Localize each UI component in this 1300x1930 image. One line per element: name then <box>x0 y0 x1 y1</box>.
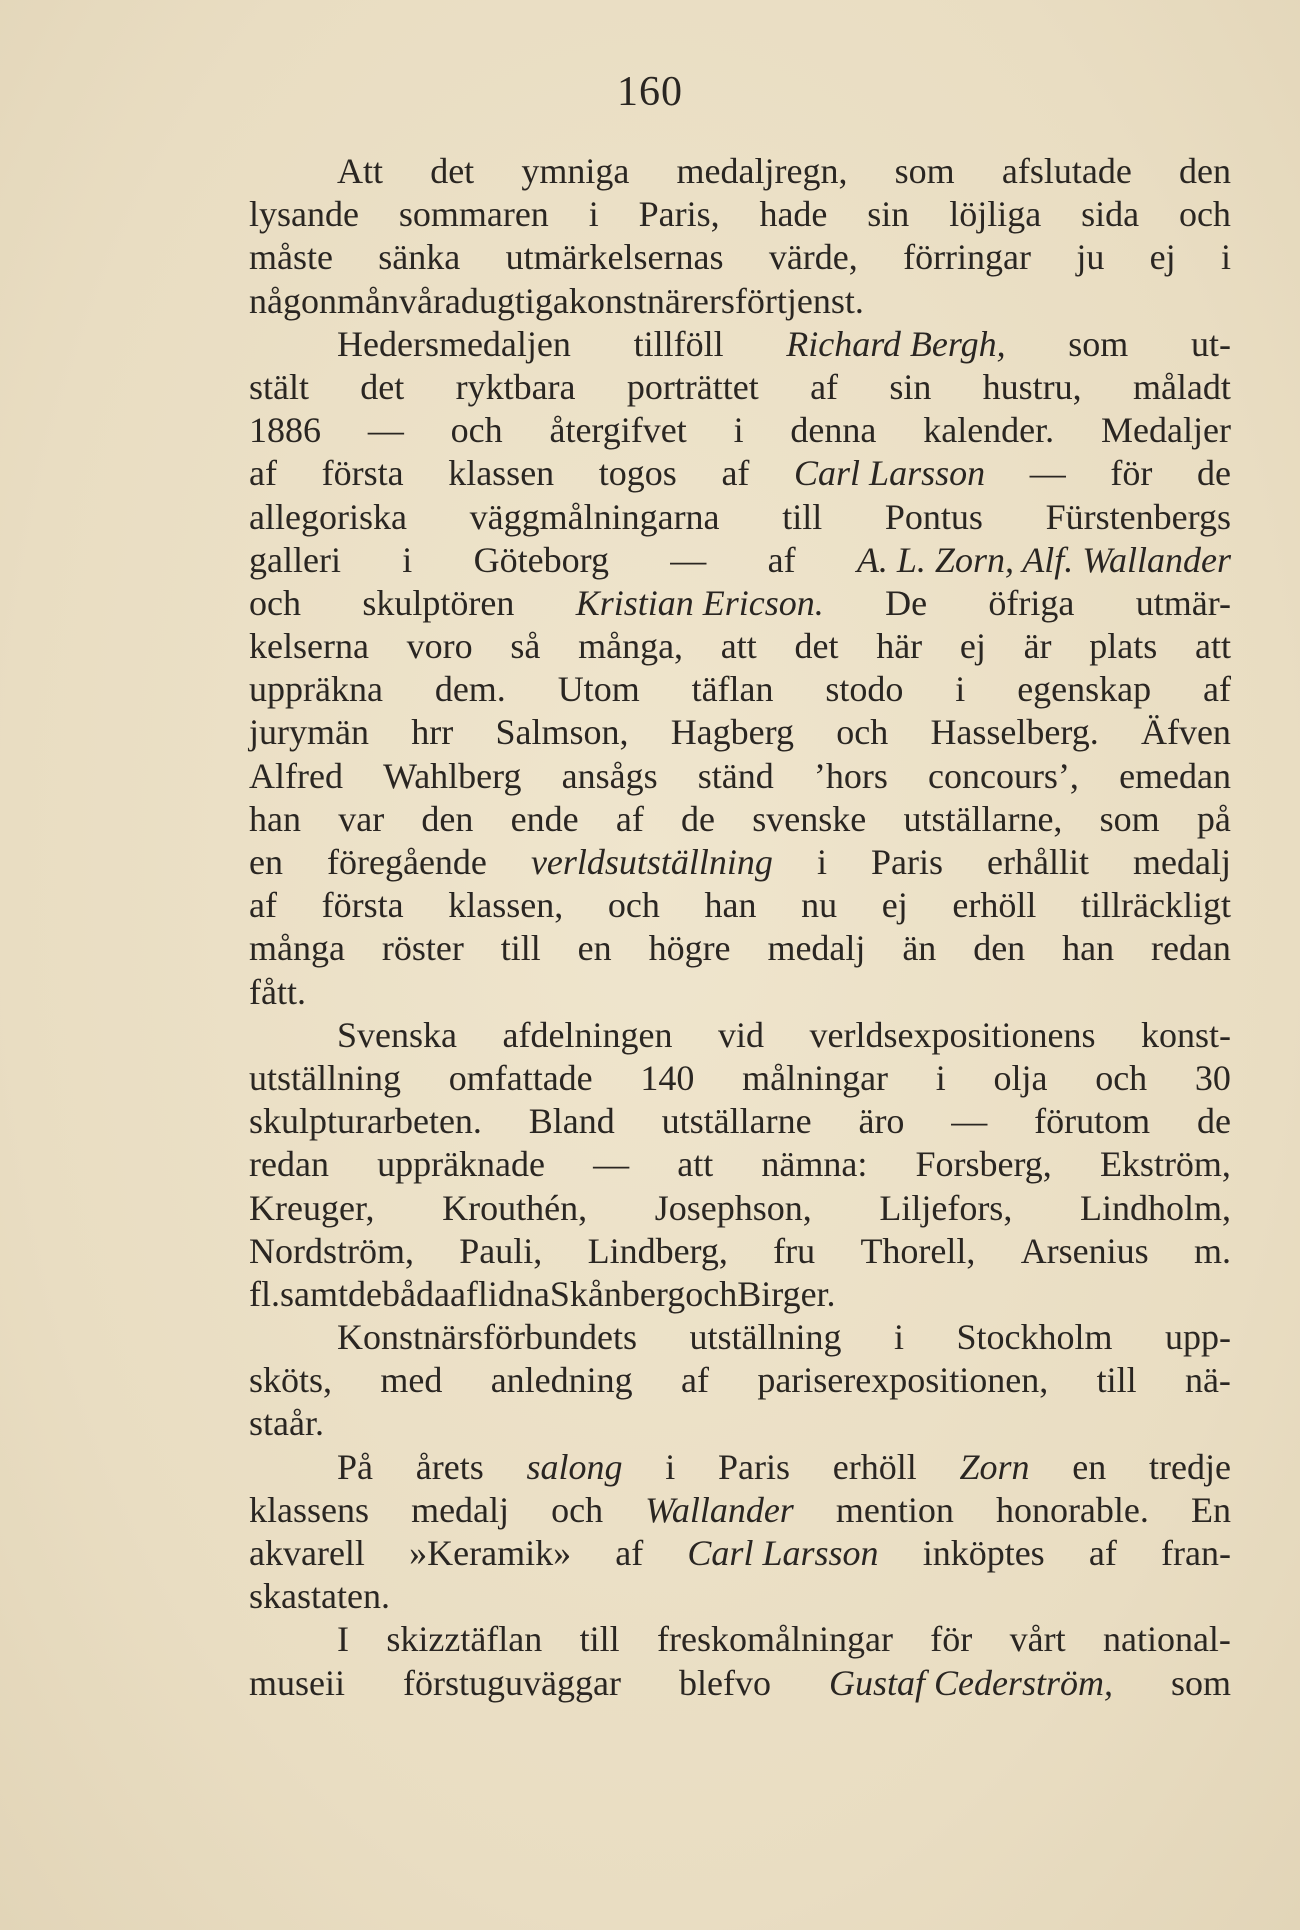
word: 30 <box>1194 1057 1231 1098</box>
word: Lindholm, <box>1079 1187 1231 1228</box>
word: Lindberg, <box>587 1230 728 1271</box>
word: Forsberg, <box>915 1144 1052 1185</box>
word: han <box>704 885 757 926</box>
word: Zorn <box>959 1446 1030 1487</box>
word: upp- <box>1164 1317 1231 1358</box>
word: den <box>421 798 474 839</box>
word: honorable. <box>995 1489 1149 1530</box>
word: är <box>1023 626 1052 667</box>
word: Paris <box>871 842 944 882</box>
word: kalender. <box>923 410 1055 451</box>
word: och <box>249 582 301 623</box>
word: ej <box>1149 237 1176 278</box>
word: galleri <box>249 539 341 580</box>
word: af <box>249 453 277 494</box>
word: och <box>551 1489 604 1530</box>
word: förstuguväggar <box>403 1662 621 1703</box>
word: fått. <box>249 971 306 1012</box>
word: ju <box>1076 237 1105 278</box>
word: Att <box>337 151 384 191</box>
word: ständ <box>697 755 774 796</box>
word: Carl Larsson <box>687 1533 879 1573</box>
word: fran- <box>1161 1533 1231 1573</box>
word: af <box>810 366 839 407</box>
text-line <box>249 582 1231 625</box>
word: Richard Bergh, <box>786 323 1006 364</box>
word: båda <box>381 1273 450 1314</box>
word: utmärkelsernas <box>505 237 724 278</box>
word: freskomålningar <box>657 1619 893 1660</box>
word: förtjenst. <box>734 280 864 321</box>
word: han <box>1062 928 1115 969</box>
word: A. L. Zorn, Alf. Wallander <box>856 539 1231 580</box>
word: mention <box>835 1489 954 1530</box>
word: förutom <box>1034 1101 1151 1142</box>
word: Paris <box>718 1446 790 1487</box>
word: som <box>1099 798 1160 839</box>
word: — <box>951 1101 988 1142</box>
word: Birger. <box>737 1273 836 1314</box>
word: den <box>1179 151 1231 191</box>
word: Liljefors, <box>879 1187 1013 1228</box>
word: sin <box>889 366 932 407</box>
text-line <box>249 1446 1231 1489</box>
text-line <box>249 539 1231 582</box>
word: att <box>1194 626 1231 667</box>
word: af <box>721 453 750 494</box>
text-line <box>249 1532 1231 1575</box>
word: det <box>430 151 475 191</box>
word: det <box>794 626 839 667</box>
word: att <box>720 626 757 667</box>
text-line <box>249 971 1231 1014</box>
word: medalj <box>411 1489 510 1530</box>
word: och <box>450 410 503 451</box>
text-line <box>249 1100 1231 1143</box>
word: — <box>367 410 404 451</box>
text-line <box>249 1187 1231 1230</box>
word: den <box>973 928 1026 969</box>
word: utställarne, <box>903 798 1063 839</box>
word: Skånberg <box>549 1273 686 1314</box>
word: måladt <box>1132 366 1231 407</box>
word: för <box>1110 453 1153 494</box>
page-number: 160 <box>617 69 683 115</box>
word: Thorell, <box>860 1230 976 1271</box>
word: erhöll <box>952 885 1037 926</box>
word: medalj <box>1133 842 1231 882</box>
text-line <box>249 1316 1231 1359</box>
word: som <box>1170 1662 1231 1703</box>
word: kelserna <box>249 626 369 667</box>
word: dugtiga <box>460 280 569 321</box>
word: Alfred <box>249 755 343 796</box>
word: m. <box>1193 1230 1231 1271</box>
word: äro <box>858 1101 905 1142</box>
word: uppräknade <box>377 1144 546 1185</box>
word: mån <box>336 280 399 321</box>
word: till <box>782 496 823 537</box>
word: ej <box>959 626 986 667</box>
word: olja <box>993 1057 1048 1098</box>
text-line <box>249 755 1231 798</box>
word: togos <box>598 453 677 494</box>
text-line <box>249 1575 1231 1618</box>
word: till <box>1096 1360 1137 1401</box>
word: klassen <box>448 453 555 494</box>
word: plats <box>1089 626 1158 667</box>
word: i <box>733 410 744 451</box>
word: af <box>249 885 277 926</box>
word: af <box>1088 1533 1117 1573</box>
word: att <box>677 1144 714 1185</box>
text-line <box>249 193 1231 236</box>
word: salong <box>526 1446 623 1487</box>
word: Pauli, <box>459 1230 543 1271</box>
word: en <box>249 842 283 882</box>
text-line <box>249 1230 1231 1273</box>
word: hade <box>759 194 828 235</box>
word: jurymän <box>249 712 369 753</box>
word: sida <box>1081 194 1140 235</box>
word: På <box>337 1446 373 1487</box>
word: 140 <box>640 1057 695 1098</box>
word: till <box>500 928 541 969</box>
word: utställning <box>689 1317 842 1358</box>
word: och <box>1095 1057 1148 1098</box>
word: sommaren <box>398 194 549 235</box>
word: — <box>1029 453 1066 494</box>
word: anledning <box>490 1360 633 1401</box>
word: en <box>577 928 612 969</box>
word: af <box>615 798 644 839</box>
word: de <box>681 798 716 839</box>
word: utställarne <box>661 1101 812 1142</box>
word: samt <box>280 1273 348 1314</box>
word: Pontus <box>884 496 983 537</box>
word: tredje <box>1149 1446 1231 1487</box>
word: till <box>579 1619 620 1660</box>
word: så <box>510 626 541 667</box>
word: sköts, <box>249 1360 333 1401</box>
body-text <box>249 150 1231 1705</box>
word: redan <box>249 1144 329 1185</box>
word: aflidna <box>449 1273 550 1314</box>
word: årets <box>415 1446 484 1487</box>
word: fru <box>773 1230 816 1271</box>
word: Salmson, <box>495 712 629 753</box>
word: egenskap <box>1017 669 1152 710</box>
word: af <box>615 1533 644 1573</box>
word: ende <box>510 798 579 839</box>
word: hustru, <box>982 366 1082 407</box>
word: de <box>348 1273 382 1314</box>
word: värde, <box>768 237 858 278</box>
word: skulptören <box>362 582 515 623</box>
word: återgifvet <box>549 410 687 451</box>
word: med <box>380 1360 443 1401</box>
word: Paris, <box>638 194 720 235</box>
word: som <box>894 151 955 191</box>
word: lysande <box>249 194 359 235</box>
word: stodo <box>825 669 904 710</box>
word: röster <box>381 928 464 969</box>
word: Kristian Ericson. <box>575 582 824 623</box>
word: emedan <box>1119 755 1231 796</box>
word: Göteborg <box>473 539 609 580</box>
word: i <box>816 842 827 882</box>
text-line <box>249 841 1231 884</box>
word: national- <box>1102 1619 1231 1660</box>
word: medalj <box>767 928 866 969</box>
text-line <box>249 927 1231 970</box>
word: första <box>321 453 404 494</box>
text-line <box>249 1662 1231 1705</box>
word: ska <box>249 1576 297 1617</box>
word: af <box>1203 669 1231 710</box>
word: i <box>893 1317 904 1358</box>
word: täflan <box>691 669 774 710</box>
text-line <box>249 150 1231 193</box>
text-line <box>249 668 1231 711</box>
word: Bland <box>528 1101 615 1142</box>
text-line <box>249 1143 1231 1186</box>
word: många <box>249 928 345 969</box>
word: verldsutställning <box>530 842 773 882</box>
text-line <box>249 1618 1231 1661</box>
word: Nordström, <box>249 1230 414 1271</box>
word: konstnärers <box>568 280 735 321</box>
text-line <box>249 496 1231 539</box>
word: akvarell <box>249 1533 365 1573</box>
word: hrr <box>411 712 454 753</box>
word: ej <box>881 885 908 926</box>
word: omfattade <box>448 1057 593 1098</box>
word: sta <box>249 1403 289 1444</box>
word: väggmålningarna <box>469 496 720 537</box>
word: utmär- <box>1135 582 1231 623</box>
word: blefvo <box>678 1662 771 1703</box>
word: Hasselberg. <box>930 712 1099 753</box>
text-line <box>249 1489 1231 1532</box>
word: tillräckligt <box>1080 885 1231 926</box>
word: nu <box>801 885 838 926</box>
word: Utom <box>557 669 640 710</box>
word: skizztäflan <box>386 1619 543 1660</box>
word: En <box>1190 1489 1231 1530</box>
word: concours’, <box>927 755 1079 796</box>
text-line <box>249 1359 1231 1402</box>
word: medaljregn, <box>676 151 848 191</box>
word: högre <box>648 928 731 969</box>
text-line <box>249 625 1231 668</box>
word: våra <box>398 280 461 321</box>
word: Krouthén, <box>442 1187 588 1228</box>
word: i <box>665 1446 676 1487</box>
word: Hagberg <box>670 712 794 753</box>
word: vid <box>717 1014 764 1055</box>
word: föregående <box>327 842 487 882</box>
word: klassens <box>249 1489 369 1530</box>
word: Stockholm <box>956 1317 1113 1358</box>
word: klassen, <box>448 885 564 926</box>
word: inköptes <box>922 1533 1045 1573</box>
word: ymniga <box>521 151 630 191</box>
word: pariserexpositionen, <box>757 1360 1049 1401</box>
word: skulpturarbeten. <box>249 1101 482 1142</box>
word: fl. <box>249 1273 280 1314</box>
word: Medaljer <box>1101 410 1231 451</box>
text-line <box>249 798 1231 841</box>
text-line <box>249 366 1231 409</box>
word: voro <box>406 626 473 667</box>
text-line <box>249 1273 1231 1316</box>
word: porträttet <box>626 366 759 407</box>
word: tillföll <box>633 323 724 364</box>
word: han <box>249 798 301 839</box>
text-line <box>249 884 1231 927</box>
word: ryktbara <box>455 366 576 407</box>
word: löjliga <box>949 194 1042 235</box>
word: Äfven <box>1140 712 1231 753</box>
word: af <box>681 1360 709 1401</box>
word: allegoriska <box>249 496 407 537</box>
word: Kreuger, <box>249 1187 375 1228</box>
word: de <box>1196 453 1231 494</box>
word: konst- <box>1140 1014 1231 1055</box>
word: nämna: <box>761 1144 868 1185</box>
word: Hedersmedaljen <box>337 323 571 364</box>
word: denna <box>790 410 877 451</box>
word: i <box>1220 237 1231 278</box>
word: här <box>876 626 923 667</box>
word: Arsenius <box>1020 1230 1149 1271</box>
word: måste <box>249 237 333 278</box>
text-line <box>249 323 1231 366</box>
word: staten. <box>297 1576 390 1617</box>
word: år. <box>289 1403 324 1444</box>
word: var <box>338 798 385 839</box>
word: sin <box>867 194 910 235</box>
word: för <box>930 1619 973 1660</box>
word: redan <box>1150 928 1231 969</box>
word: i <box>955 669 966 710</box>
word: afslutade <box>1001 151 1132 191</box>
text-line <box>249 452 1231 495</box>
word: en <box>1072 1446 1107 1487</box>
word: uppräkna <box>249 669 383 710</box>
word: förringar <box>903 237 1032 278</box>
word: stält <box>249 366 309 407</box>
word: ut- <box>1190 323 1231 364</box>
word: »Keramik» <box>409 1533 572 1573</box>
text-line <box>249 711 1231 754</box>
word: I <box>337 1619 349 1660</box>
word: i <box>588 194 599 235</box>
word: museii <box>249 1662 345 1703</box>
word: det <box>360 366 405 407</box>
word: Wahlberg <box>383 755 522 796</box>
word: och <box>607 885 660 926</box>
word: sänka <box>378 237 461 278</box>
word: dem. <box>434 669 506 710</box>
word: och <box>836 712 889 753</box>
word: och <box>685 1273 738 1314</box>
word: öfriga <box>988 582 1075 623</box>
text-line <box>249 236 1231 279</box>
text-line <box>249 409 1231 452</box>
word: många, <box>578 626 684 667</box>
word: Ekström, <box>1099 1144 1231 1185</box>
text-line <box>249 1402 1231 1445</box>
word: — <box>670 539 707 580</box>
word: — <box>593 1144 630 1185</box>
word: af <box>767 539 796 580</box>
word: ansågs <box>561 755 658 796</box>
word: svenske <box>752 798 867 839</box>
word: i <box>402 539 413 580</box>
word: vårt <box>1009 1619 1066 1660</box>
word: erhållit <box>987 842 1089 882</box>
text-line <box>249 1014 1231 1057</box>
word: första <box>321 885 404 926</box>
word: någon <box>249 280 337 321</box>
word: och <box>1178 194 1231 235</box>
text-line <box>249 1057 1231 1100</box>
word: De <box>885 582 928 623</box>
word: verldsexpositionens <box>809 1014 1096 1055</box>
word: ’hors <box>813 755 888 796</box>
word: nä- <box>1184 1360 1231 1401</box>
word: erhöll <box>832 1446 917 1487</box>
word: Svenska <box>337 1014 457 1055</box>
word: 1886 <box>249 410 321 451</box>
word: Josephson, <box>654 1187 812 1228</box>
word: i <box>935 1057 946 1098</box>
word: på <box>1196 798 1231 839</box>
text-line <box>249 280 1231 323</box>
word: Fürstenbergs <box>1045 496 1231 537</box>
word: afdelningen <box>502 1014 673 1055</box>
word: Konstnärsförbundets <box>337 1317 637 1358</box>
word: målningar <box>742 1057 889 1098</box>
word: Gustaf Cederström, <box>828 1662 1113 1703</box>
word: Carl Larsson <box>794 453 986 494</box>
word: än <box>902 928 937 969</box>
word: de <box>1197 1101 1231 1142</box>
word: utställning <box>249 1057 401 1098</box>
word: som <box>1068 323 1129 364</box>
word: Wallander <box>645 1489 794 1530</box>
